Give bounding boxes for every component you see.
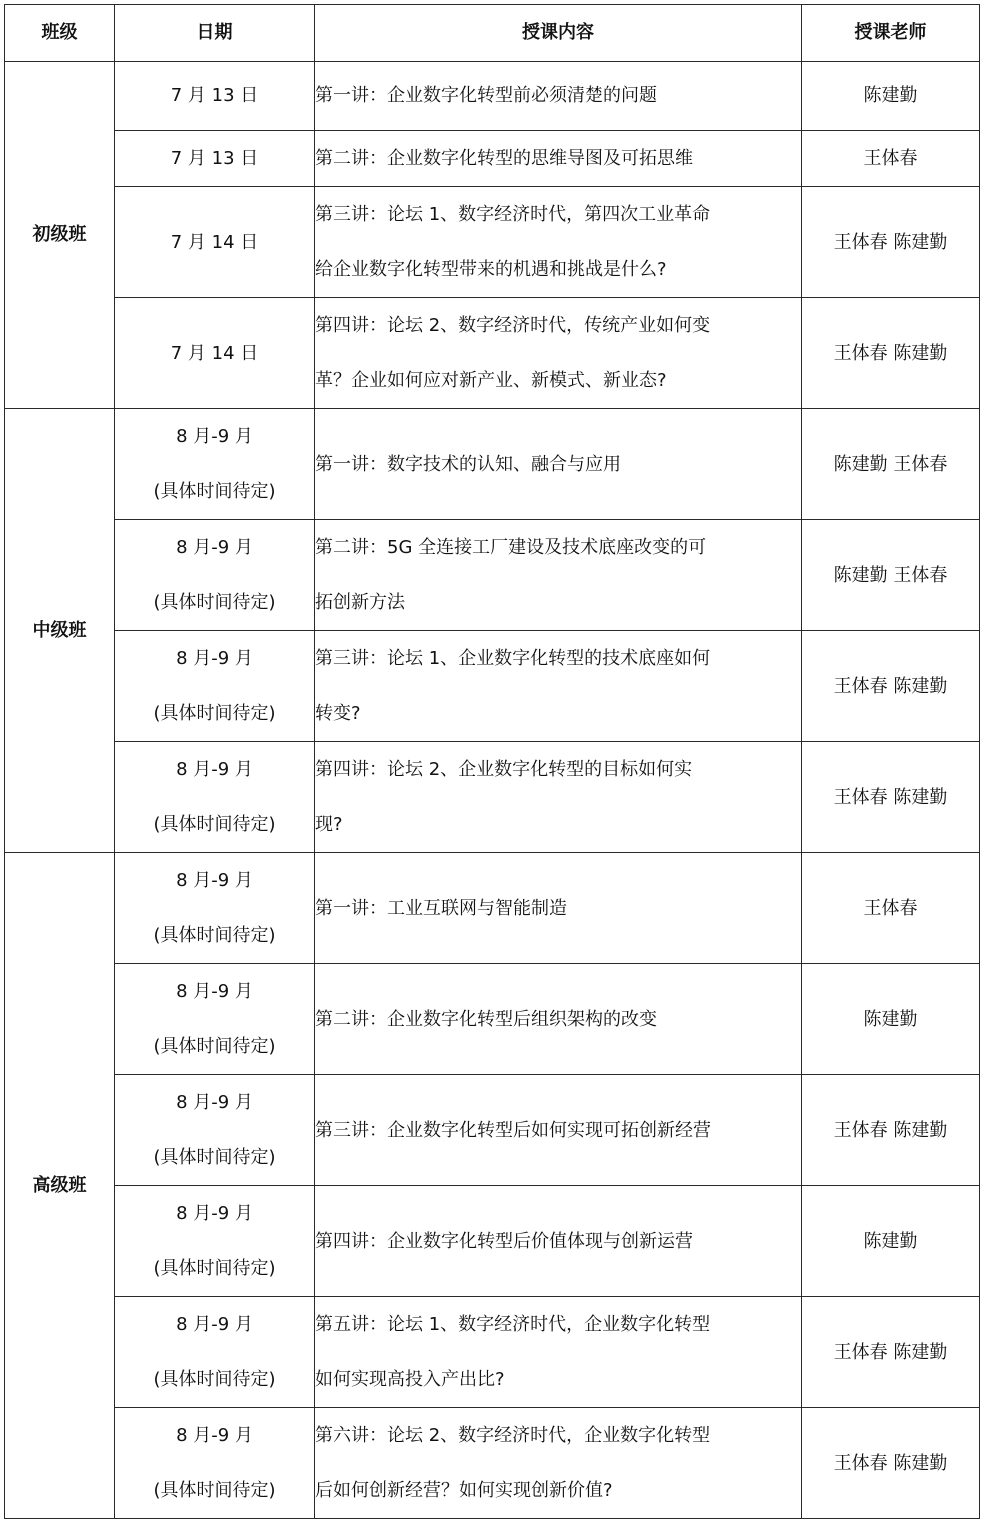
header-teacher: 授课老师	[802, 5, 980, 62]
date-note: (具体时间待定)	[153, 703, 276, 724]
date-line: 7 月 13 日	[170, 148, 259, 169]
content-cell	[315, 298, 802, 409]
content-cell	[315, 520, 802, 631]
teacher-cell: 王体春 陈建勤	[802, 1297, 980, 1408]
content-cell	[315, 631, 802, 742]
table-row	[5, 964, 980, 1075]
date-cell	[115, 1408, 315, 1519]
date-line: 8 月-9 月	[176, 648, 253, 669]
content-cell	[315, 62, 802, 131]
date-cell	[115, 1297, 315, 1408]
table-row	[5, 298, 980, 409]
content-line: 第一讲：数字技术的认知、融合与应用	[315, 453, 621, 475]
content-cell	[315, 187, 802, 298]
date-note: (具体时间待定)	[153, 481, 276, 502]
table-row	[5, 1408, 980, 1519]
date-note: (具体时间待定)	[153, 1480, 276, 1501]
date-note: (具体时间待定)	[153, 1147, 276, 1168]
date-cell	[115, 964, 315, 1075]
table-row	[5, 520, 980, 631]
date-line: 8 月-9 月	[176, 1314, 253, 1335]
class-cell-beginner: 初级班	[5, 62, 115, 409]
teacher-cell: 王体春 陈建勤	[802, 631, 980, 742]
content-line: 第一讲：企业数字化转型前必须清楚的问题	[315, 85, 657, 106]
date-cell	[115, 62, 315, 131]
date-line: 8 月-9 月	[176, 870, 253, 891]
content-line: 拓创新方法	[315, 592, 405, 613]
date-cell	[115, 1186, 315, 1297]
course-schedule-table	[4, 4, 980, 1519]
date-line: 8 月-9 月	[176, 537, 253, 558]
date-line: 8 月-9 月	[176, 1425, 253, 1446]
date-cell	[115, 187, 315, 298]
teacher-cell: 陈建勤 王体春	[802, 409, 980, 520]
date-cell	[115, 298, 315, 409]
header-class: 班级	[5, 5, 115, 62]
table-row	[5, 742, 980, 853]
table-row	[5, 131, 980, 187]
date-cell	[115, 1075, 315, 1186]
header-content: 授课内容	[315, 5, 802, 62]
teacher-cell: 王体春 陈建勤	[802, 1075, 980, 1186]
content-cell	[315, 742, 802, 853]
content-line: 第三讲：论坛 1、数字经济时代，第四次工业革命	[315, 204, 711, 225]
table-row	[5, 853, 980, 964]
class-cell-intermediate: 中级班	[5, 409, 115, 853]
date-note: (具体时间待定)	[153, 1036, 276, 1057]
date-cell	[115, 409, 315, 520]
date-line: 8 月-9 月	[176, 759, 253, 780]
date-line: 7 月 13 日	[170, 85, 259, 106]
content-line: 后如何创新经营？如何实现创新价值?	[315, 1480, 613, 1501]
content-cell	[315, 1075, 802, 1186]
teacher-cell: 陈建勤 王体春	[802, 520, 980, 631]
date-note: (具体时间待定)	[153, 814, 276, 835]
date-line: 7 月 14 日	[170, 342, 259, 364]
table-row	[5, 1075, 980, 1186]
content-cell	[315, 1408, 802, 1519]
date-cell	[115, 520, 315, 631]
table-row	[5, 62, 980, 131]
date-line: 8 月-9 月	[176, 1203, 253, 1224]
date-line: 8 月-9 月	[176, 1092, 253, 1113]
table-row	[5, 1186, 980, 1297]
content-line: 第四讲：论坛 2、数字经济时代，传统产业如何变	[315, 315, 711, 336]
content-line: 第五讲：论坛 1、数字经济时代，企业数字化转型	[315, 1314, 711, 1335]
teacher-cell: 王体春 陈建勤	[802, 298, 980, 409]
content-line: 现?	[315, 814, 343, 835]
content-line: 第四讲：论坛 2、企业数字化转型的目标如何实	[315, 759, 693, 780]
date-note: (具体时间待定)	[153, 1369, 276, 1390]
teacher-cell: 王体春 陈建勤	[802, 742, 980, 853]
date-line: 8 月-9 月	[176, 981, 253, 1002]
date-cell	[115, 742, 315, 853]
date-cell	[115, 853, 315, 964]
content-line: 转变?	[315, 703, 361, 724]
date-cell	[115, 631, 315, 742]
content-cell	[315, 409, 802, 520]
table-header-row	[5, 5, 980, 62]
date-note: (具体时间待定)	[153, 925, 276, 946]
class-cell-advanced: 高级班	[5, 853, 115, 1519]
content-line: 第二讲：企业数字化转型后组织架构的改变	[315, 1008, 657, 1030]
header-date: 日期	[115, 5, 315, 62]
content-line: 第三讲：论坛 1、企业数字化转型的技术底座如何	[315, 648, 711, 669]
table-row	[5, 631, 980, 742]
date-note: (具体时间待定)	[153, 592, 276, 613]
content-cell	[315, 131, 802, 187]
teacher-cell: 陈建勤	[802, 964, 980, 1075]
table-row	[5, 187, 980, 298]
teacher-cell: 王体春 陈建勤	[802, 1408, 980, 1519]
content-line: 革？企业如何应对新产业、新模式、新业态?	[315, 370, 667, 391]
date-cell	[115, 131, 315, 187]
content-line: 第六讲：论坛 2、数字经济时代，企业数字化转型	[315, 1425, 711, 1446]
teacher-cell: 王体春	[802, 853, 980, 964]
teacher-cell: 王体春	[802, 131, 980, 187]
content-cell	[315, 1186, 802, 1297]
content-line: 第二讲：5G 全连接工厂建设及技术底座改变的可	[315, 537, 707, 558]
table-body	[5, 62, 980, 1519]
content-line: 第四讲：企业数字化转型后价值体现与创新运营	[315, 1230, 693, 1252]
content-line: 给企业数字化转型带来的机遇和挑战是什么?	[315, 259, 667, 280]
content-line: 第二讲：企业数字化转型的思维导图及可拓思维	[315, 148, 693, 169]
date-note: (具体时间待定)	[153, 1258, 276, 1279]
table-row	[5, 1297, 980, 1408]
date-line: 7 月 14 日	[170, 231, 259, 253]
content-line: 如何实现高投入产出比?	[315, 1369, 505, 1390]
teacher-cell: 陈建勤	[802, 1186, 980, 1297]
content-cell	[315, 964, 802, 1075]
date-line: 8 月-9 月	[176, 426, 253, 447]
teacher-cell: 陈建勤	[802, 62, 980, 131]
teacher-cell: 王体春 陈建勤	[802, 187, 980, 298]
content-line: 第一讲：工业互联网与智能制造	[315, 897, 567, 919]
table-row	[5, 409, 980, 520]
content-cell	[315, 853, 802, 964]
content-cell	[315, 1297, 802, 1408]
content-line: 第三讲：企业数字化转型后如何实现可拓创新经营	[315, 1119, 711, 1141]
